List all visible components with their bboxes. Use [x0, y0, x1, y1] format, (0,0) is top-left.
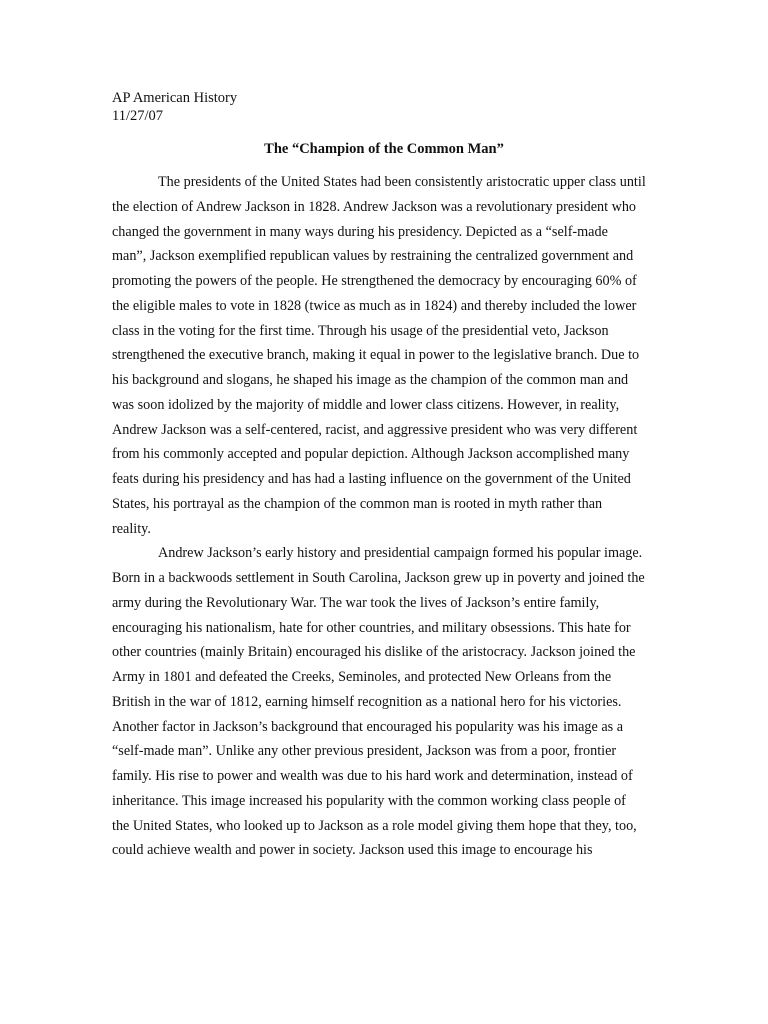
document-header	[112, 89, 237, 125]
essay-line: reality.	[112, 520, 151, 537]
essay-line: British in the war of 1812, earning himself recognition as a national hero for his victories.	[112, 693, 622, 710]
essay-line: changed the government in many ways during his presidency. Depicted as a “self-made	[112, 223, 608, 240]
essay-body	[112, 170, 660, 863]
essay-line: man”, Jackson exemplified republican values by restraining the centralized government and	[112, 248, 634, 265]
essay-line: Andrew Jackson’s early history and presidential campaign formed his popular image.	[158, 545, 643, 562]
essay-line: encouraging his nationalism, hate for other countries, and military obsessions. This hate for	[112, 619, 631, 636]
document-date: 11/27/07	[112, 108, 164, 124]
essay-line: Born in a backwoods settlement in South Carolina, Jackson grew up in poverty and joined the	[112, 570, 645, 586]
essay-line: “self-made man”. Unlike any other previous president, Jackson was from a poor, frontier	[112, 743, 617, 760]
essay-line: feats during his presidency and has had a lasting influence on the government of the United	[112, 471, 631, 487]
essay-line: was soon idolized by the majority of middle and lower class citizens. However, in reality,	[112, 396, 620, 413]
essay-line: inheritance. This image increased his popularity with the common working class people of	[112, 792, 626, 809]
essay-line: Andrew Jackson was a self-centered, racist, and aggressive president who was very different	[112, 421, 638, 438]
course-name: AP American History	[112, 90, 238, 106]
essay-line: from his commonly accepted and popular depiction. Although Jackson accomplished many	[112, 446, 630, 463]
essay-line: class in the voting for the first time. Through his usage of the presidential veto, Jackson	[112, 322, 609, 339]
essay-line: his background and slogans, he shaped his image as the champion of the common man and	[112, 372, 629, 388]
essay-line: the United States, who looked up to Jackson as a role model giving them hope that they, too,	[112, 817, 637, 834]
essay-line: the eligible males to vote in 1828 (twice as much as in 1824) and thereby included the lower	[112, 297, 637, 314]
essay-line: Another factor in Jackson’s background that encouraged his popularity was his image as a	[112, 718, 623, 735]
essay-line: family. His rise to power and wealth was due to his hard work and determination, instead of	[112, 768, 633, 784]
essay-line: the election of Andrew Jackson in 1828. Andrew Jackson was a revolutionary president who	[112, 198, 637, 215]
essay-line: strengthened the executive branch, making it equal in power to the legislative branch. Due to	[112, 347, 640, 364]
essay-title: The “Champion of the Common Man”	[264, 141, 504, 157]
essay-line: States, his portrayal as the champion of the common man is rooted in myth rather than	[112, 495, 603, 512]
essay-line: promoting the powers of the people. He strengthened the democracy by encouraging 60% of	[112, 273, 637, 289]
essay-line: The presidents of the United States had been consistently aristocratic upper class until	[158, 174, 646, 190]
essay-line: other countries (mainly Britain) encouraged his dislike of the aristocracy. Jackson joined the	[112, 644, 636, 661]
essay-line: Army in 1801 and defeated the Creeks, Seminoles, and protected New Orleans from the	[112, 669, 612, 685]
essay-line: could achieve wealth and power in society. Jackson used this image to encourage his	[112, 842, 593, 859]
essay-line: army during the Revolutionary War. The war took the lives of Jackson’s entire family,	[112, 594, 600, 611]
